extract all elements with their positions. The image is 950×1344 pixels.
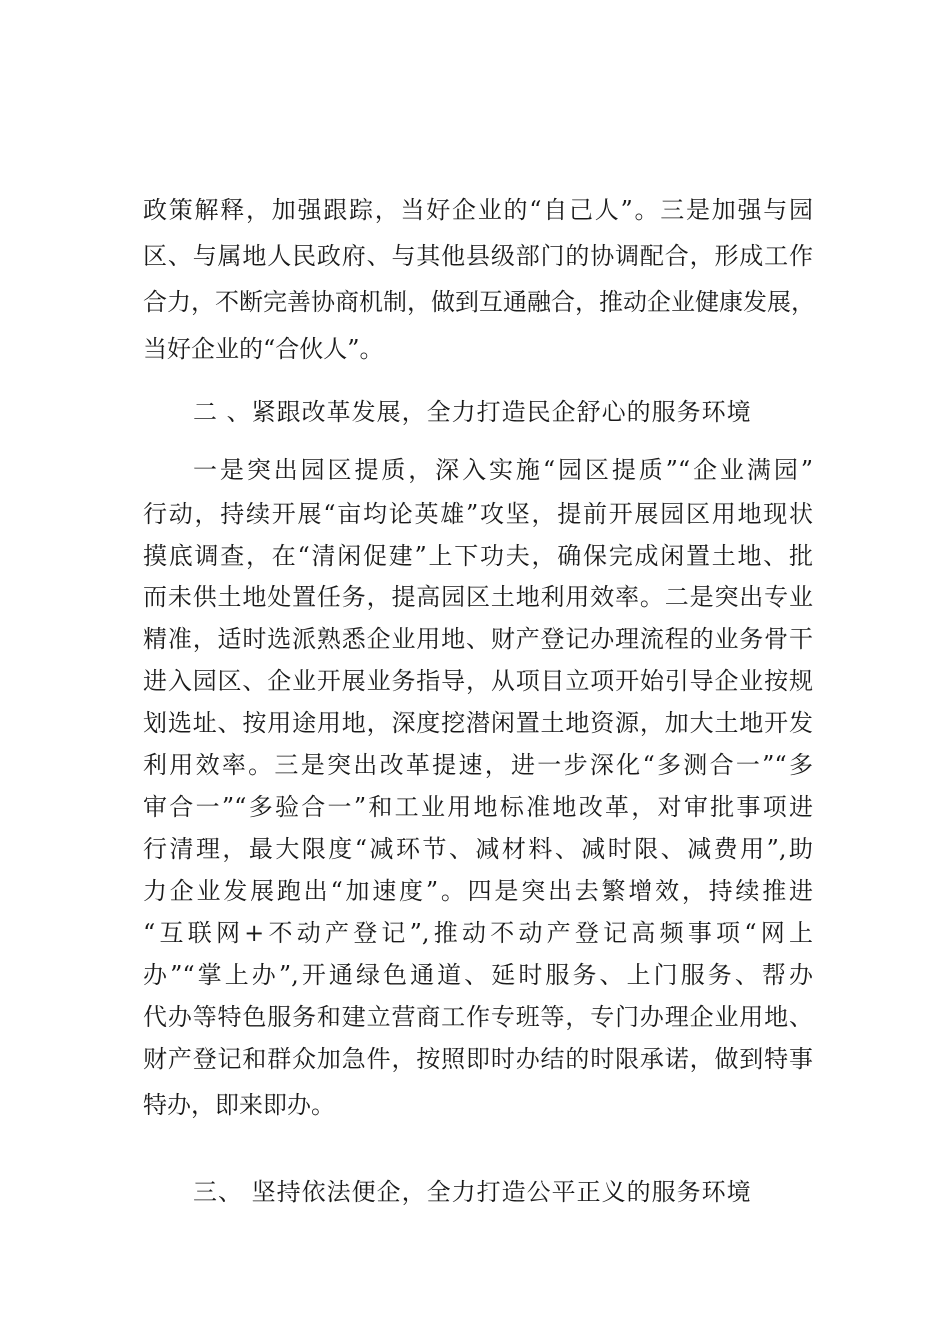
paragraph-line: 代办等特色服务和建立营商工作专班等，专门办理企业用地、	[143, 1003, 813, 1031]
paragraph-line: 区、与属地人民政府、与其他县级部门的协调配合，形成工作	[143, 242, 813, 270]
paragraph-line: “互联网+不动产登记”,推动不动产登记高频事项“网上	[143, 919, 813, 947]
paragraph-line: 利用效率。三是突出改革提速，进一步深化“多测合一”“多	[143, 751, 813, 779]
paragraph-line: 办”“掌上办”,开通绿色通道、延时服务、上门服务、帮办	[143, 961, 813, 989]
paragraph-line: 特办，即来即办。	[143, 1091, 335, 1119]
paragraph-line: 划选址、按用途用地，深度挖潜闲置土地资源，加大土地开发	[143, 709, 813, 737]
paragraph-line: 力企业发展跑出“加速度”。四是突出去繁增效，持续推进	[143, 877, 813, 905]
paragraph-line: 行动，持续开展“亩均论英雄”攻坚，提前开展园区用地现状	[143, 500, 813, 528]
paragraph-line: 财产登记和群众加急件，按照即时办结的时限承诺，做到特事	[143, 1045, 813, 1073]
paragraph-line: 当好企业的“合伙人”。	[143, 335, 384, 363]
paragraph-line: 而未供土地处置任务，提高园区土地利用效率。二是突出专业	[143, 583, 813, 611]
paragraph-line: 审合一”“多验合一”和工业用地标准地改革，对审批事项进	[143, 793, 813, 821]
paragraph-line: 摸底调查，在“清闲促建”上下功夫，确保完成闲置土地、批	[143, 542, 813, 570]
section-three-heading: 三、 坚持依法便企，全力打造公平正义的服务环境	[193, 1178, 752, 1206]
paragraph-line: 进入园区、企业开展业务指导，从项目立项开始引导企业按规	[143, 667, 813, 695]
paragraph-line: 精准，适时选派熟悉企业用地、财产登记办理流程的业务骨干	[143, 625, 813, 653]
paragraph-line: 行清理，最大限度“减环节、减材料、减时限、减费用”,助	[143, 835, 813, 863]
paragraph-line: 一是突出园区提质，深入实施“园区提质”“企业满园”	[193, 456, 813, 484]
paragraph-line: 政策解释，加强跟踪，当好企业的“自己人”。三是加强与园	[143, 196, 813, 224]
section-two-heading: 二 、紧跟改革发展，全力打造民企舒心的服务环境	[193, 398, 752, 426]
paragraph-line: 合力，不断完善协商机制，做到互通融合，推动企业健康发展，	[143, 288, 815, 316]
